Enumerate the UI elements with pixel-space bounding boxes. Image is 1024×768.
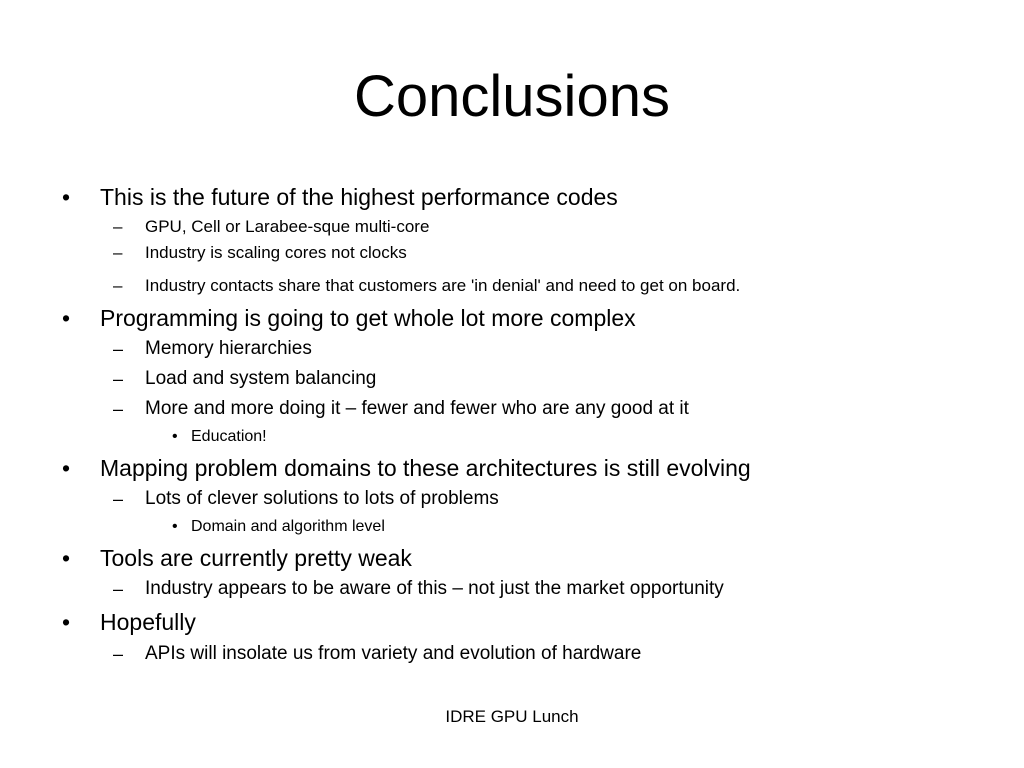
list-item-text: Mapping problem domains to these architectures is still evolving xyxy=(100,455,751,481)
dash-marker: – xyxy=(113,489,124,509)
dash-marker: – xyxy=(113,339,124,359)
list-item-text: Tools are currently pretty weak xyxy=(100,545,412,571)
dash-marker: – xyxy=(113,276,123,295)
bullet-marker: • xyxy=(62,609,71,635)
slide-title: Conclusions xyxy=(354,64,670,129)
list-item-text: Hopefully xyxy=(100,609,196,635)
bullet-marker: • xyxy=(172,518,178,535)
dash-marker: – xyxy=(113,217,123,236)
list-item-text: Domain and algorithm level xyxy=(191,518,385,535)
list-item-text: Industry contacts share that customers are 'in denial' and need to get on board. xyxy=(145,276,741,295)
bullet-marker: • xyxy=(172,428,178,445)
list-item-text: APIs will insolate us from variety and evolution of hardware xyxy=(145,643,642,664)
dash-marker: – xyxy=(113,644,124,664)
list-item-text: This is the future of the highest performance codes xyxy=(100,184,618,210)
dash-marker: – xyxy=(113,579,124,599)
list-item-text: GPU, Cell or Larabee-sque multi-core xyxy=(145,217,430,236)
bullet-marker: • xyxy=(62,455,71,481)
list-item-text: Lots of clever solutions to lots of problems xyxy=(145,488,499,509)
bullet-marker: • xyxy=(62,305,71,331)
list-item-text: Education! xyxy=(191,428,267,445)
list-item-text: Load and system balancing xyxy=(145,368,377,389)
dash-marker: – xyxy=(113,243,123,262)
bullet-marker: • xyxy=(62,545,71,571)
list-item-text: More and more doing it – fewer and fewer who are any good at it xyxy=(145,398,689,419)
bullet-marker: • xyxy=(62,184,71,210)
dash-marker: – xyxy=(113,369,124,389)
list-item-text: Industry appears to be aware of this – not just the market opportunity xyxy=(145,578,724,599)
dash-marker: – xyxy=(113,399,124,419)
list-item-text: Memory hierarchies xyxy=(145,338,312,359)
list-item-text: Programming is going to get whole lot more complex xyxy=(100,305,636,331)
list-item-text: Industry is scaling cores not clocks xyxy=(145,243,407,262)
slide-footer: IDRE GPU Lunch xyxy=(445,707,579,726)
